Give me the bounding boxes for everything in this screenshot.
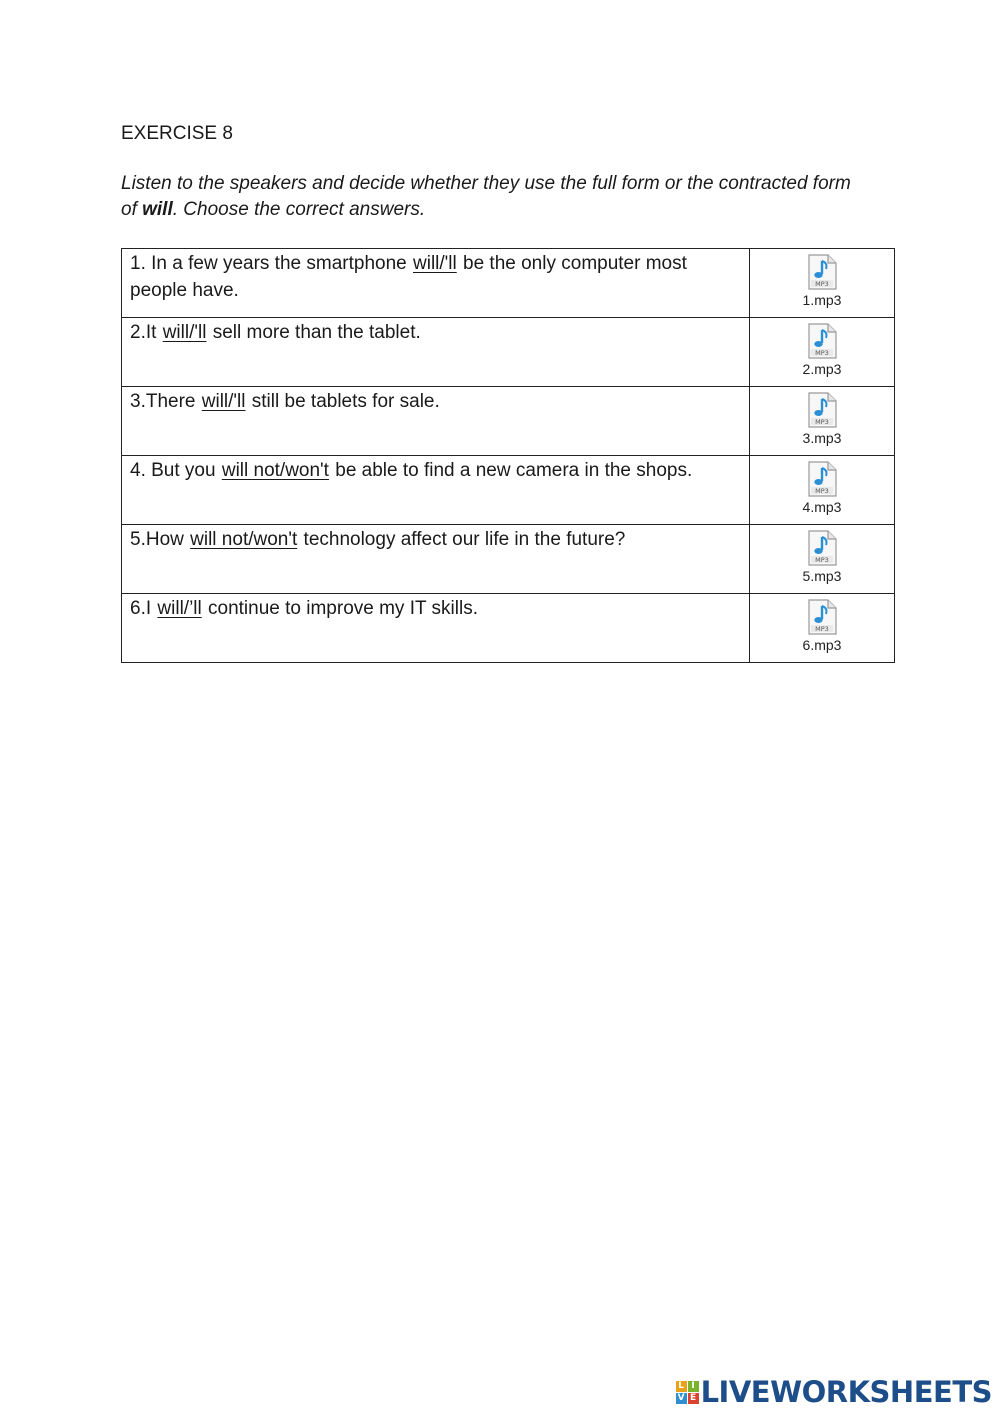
audio-file-3[interactable] <box>803 392 842 446</box>
audio-cell <box>750 525 895 594</box>
music-file-icon <box>806 392 838 428</box>
table-row <box>122 318 895 387</box>
liveworksheets-brand <box>676 1375 992 1409</box>
logo-letter: I <box>688 1381 699 1392</box>
question-cell <box>122 387 750 456</box>
instructions <box>121 171 861 223</box>
audio-file-4[interactable] <box>803 461 842 515</box>
answer-gap[interactable]: will/'ll <box>413 253 457 274</box>
instructions-part-1: Listen to the speakers and decide whether they use the full form or the contracted form of <box>121 173 851 220</box>
audio-cell <box>750 594 895 663</box>
answer-gap[interactable]: will not/won't <box>190 529 298 550</box>
music-file-icon <box>806 461 838 497</box>
question-text-before: 2.It <box>130 322 162 343</box>
music-file-icon <box>806 323 838 359</box>
audio-filename: 6.mp3 <box>802 637 842 653</box>
answer-gap[interactable]: will/'ll <box>201 391 246 412</box>
music-file-icon <box>806 530 838 566</box>
answer-gap[interactable]: will/'ll <box>162 322 207 343</box>
question-cell <box>122 456 750 525</box>
audio-filename: 3.mp3 <box>802 430 842 446</box>
question-cell <box>122 249 750 318</box>
question-text-before: 5.How <box>130 529 190 550</box>
svg-text:MP3: MP3 <box>815 418 829 426</box>
question-text-after: be able to find a new camera in the shops. <box>329 460 693 481</box>
question-cell <box>122 594 750 663</box>
question-text-after: continue to improve my IT skills. <box>202 598 478 619</box>
audio-filename: 2.mp3 <box>802 361 842 377</box>
exercise-title: EXERCISE 8 <box>121 123 233 144</box>
music-file-icon <box>806 599 838 635</box>
brand-name: LIVEWORKSHEETS <box>700 1375 992 1409</box>
svg-text:MP3: MP3 <box>815 556 829 564</box>
question-text-before: 3.There <box>130 391 201 412</box>
audio-file-1[interactable] <box>803 254 842 308</box>
question-text-after: be the only computer most people have. <box>130 253 687 301</box>
logo-letter: V <box>676 1393 687 1404</box>
question-text-before: 6.I <box>130 598 157 619</box>
question-cell <box>122 525 750 594</box>
table-row <box>122 249 895 318</box>
audio-filename: 4.mp3 <box>802 499 842 515</box>
svg-text:MP3: MP3 <box>815 280 829 288</box>
answer-gap[interactable]: will/’ll <box>157 598 202 619</box>
table-row <box>122 525 895 594</box>
question-text-before: 4. But you <box>130 460 221 481</box>
logo-letter: L <box>676 1381 687 1392</box>
question-text-after: technology affect our life in the future? <box>298 529 626 550</box>
question-text-after: still be tablets for sale. <box>246 391 440 412</box>
logo-letter: E <box>688 1393 699 1404</box>
audio-cell <box>750 318 895 387</box>
question-text-before: 1. In a few years the smartphone <box>130 253 412 274</box>
audio-file-6[interactable] <box>803 599 842 653</box>
svg-text:MP3: MP3 <box>815 625 829 633</box>
audio-filename: 5.mp3 <box>802 568 842 584</box>
instructions-bold-word: will <box>142 199 173 220</box>
question-cell <box>122 318 750 387</box>
instructions-part-2: . Choose the correct answers. <box>172 199 426 220</box>
audio-filename: 1.mp3 <box>802 292 842 308</box>
liveworksheets-logo-icon <box>676 1381 699 1404</box>
answer-gap[interactable]: will not/won't <box>221 460 329 481</box>
table-row <box>122 387 895 456</box>
audio-cell <box>750 249 895 318</box>
exercise-table <box>121 248 895 663</box>
svg-text:MP3: MP3 <box>815 487 829 495</box>
svg-text:MP3: MP3 <box>815 349 829 357</box>
question-text-after: sell more than the tablet. <box>207 322 421 343</box>
audio-file-2[interactable] <box>803 323 842 377</box>
audio-cell <box>750 456 895 525</box>
audio-cell <box>750 387 895 456</box>
table-row <box>122 456 895 525</box>
music-file-icon <box>806 254 838 290</box>
table-row <box>122 594 895 663</box>
audio-file-5[interactable] <box>803 530 842 584</box>
